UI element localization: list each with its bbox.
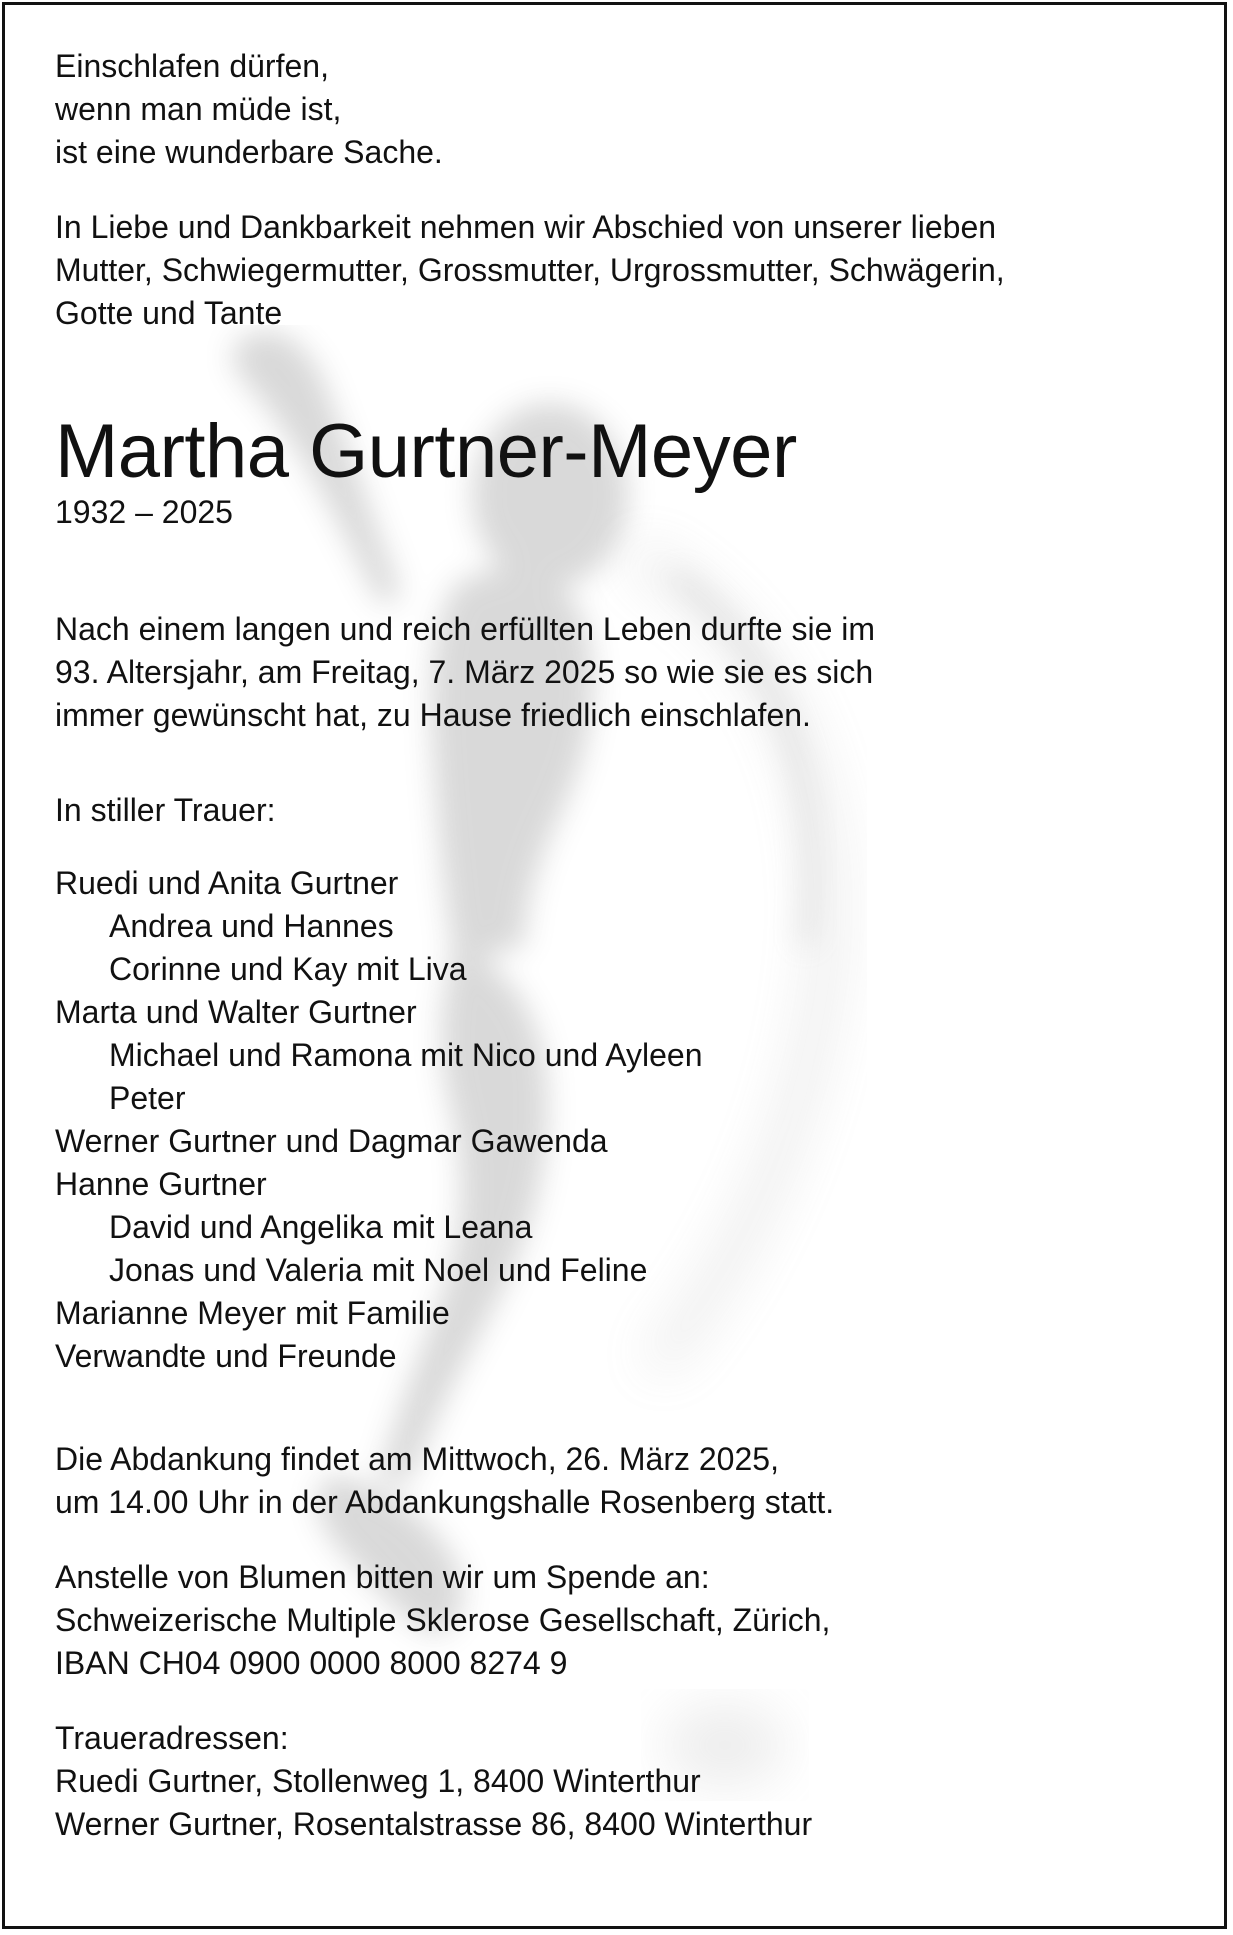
intro-line: In Liebe und Dankbarkeit nehmen wir Abschied von unserer lieben [55, 209, 997, 245]
mourner-entry: Marta und Walter Gurtner [55, 994, 417, 1030]
message-line: 93. Altersjahr, am Freitag, 7. März 2025 so wie sie es sich [55, 654, 874, 690]
mourner-sub-entry: Michael und Ramona mit Nico und Ayleen [109, 1037, 703, 1073]
addresses-paragraph [55, 1717, 1185, 1846]
notice-content [55, 45, 1185, 1846]
donation-line: Anstelle von Blumen bitten wir um Spende an: [55, 1559, 710, 1595]
mourners-heading: In stiller Trauer: [55, 792, 276, 828]
mourner-sub-entry: Andrea und Hannes [109, 908, 394, 944]
mourner-sub-entry: Jonas und Valeria mit Noel und Feline [109, 1252, 648, 1288]
message-line: Nach einem langen und reich erfüllten Leben durfte sie im [55, 611, 876, 647]
mourner-sub-entry: Corinne und Kay mit Liva [109, 951, 467, 987]
address-line: Ruedi Gurtner, Stollenweg 1, 8400 Winterthur [55, 1763, 701, 1799]
mourner-list [55, 862, 1185, 1378]
notice-frame [2, 2, 1227, 1929]
intro-line: Mutter, Schwiegermutter, Grossmutter, Urgrossmutter, Schwägerin, [55, 252, 1005, 288]
message-paragraph [55, 608, 1185, 737]
donation-paragraph [55, 1556, 1185, 1685]
mourner-entry: Marianne Meyer mit Familie [55, 1295, 450, 1331]
message-line: immer gewünscht hat, zu Hause friedlich einschlafen. [55, 697, 811, 733]
service-paragraph [55, 1438, 1185, 1524]
mourner-entry: Hanne Gurtner [55, 1166, 267, 1202]
intro-paragraph [55, 206, 1185, 335]
mourner-entry: Werner Gurtner und Dagmar Gawenda [55, 1123, 608, 1159]
deceased-years: 1932 – 2025 [55, 494, 233, 530]
addresses-heading: Traueradressen: [55, 1720, 289, 1756]
address-line: Werner Gurtner, Rosentalstrasse 86, 8400 Winterthur [55, 1806, 813, 1842]
intro-line: Gotte und Tante [55, 295, 283, 331]
deceased-name: Martha Gurtner-Meyer [55, 409, 797, 494]
poem-line: ist eine wunderbare Sache. [55, 134, 443, 170]
donation-line: IBAN CH04 0900 0000 8000 8274 9 [55, 1645, 568, 1681]
service-line: Die Abdankung findet am Mittwoch, 26. März 2025, [55, 1441, 779, 1477]
mourner-sub-entry: Peter [109, 1080, 186, 1116]
mourner-entry: Verwandte und Freunde [55, 1338, 397, 1374]
mourner-entry: Ruedi und Anita Gurtner [55, 865, 399, 901]
poem [55, 45, 1185, 174]
poem-line: Einschlafen dürfen, [55, 48, 329, 84]
donation-line: Schweizerische Multiple Sklerose Gesellschaft, Zürich, [55, 1602, 831, 1638]
mourner-sub-entry: David und Angelika mit Leana [109, 1209, 533, 1245]
poem-line: wenn man müde ist, [55, 91, 342, 127]
service-line: um 14.00 Uhr in der Abdankungshalle Rosenberg statt. [55, 1484, 835, 1520]
